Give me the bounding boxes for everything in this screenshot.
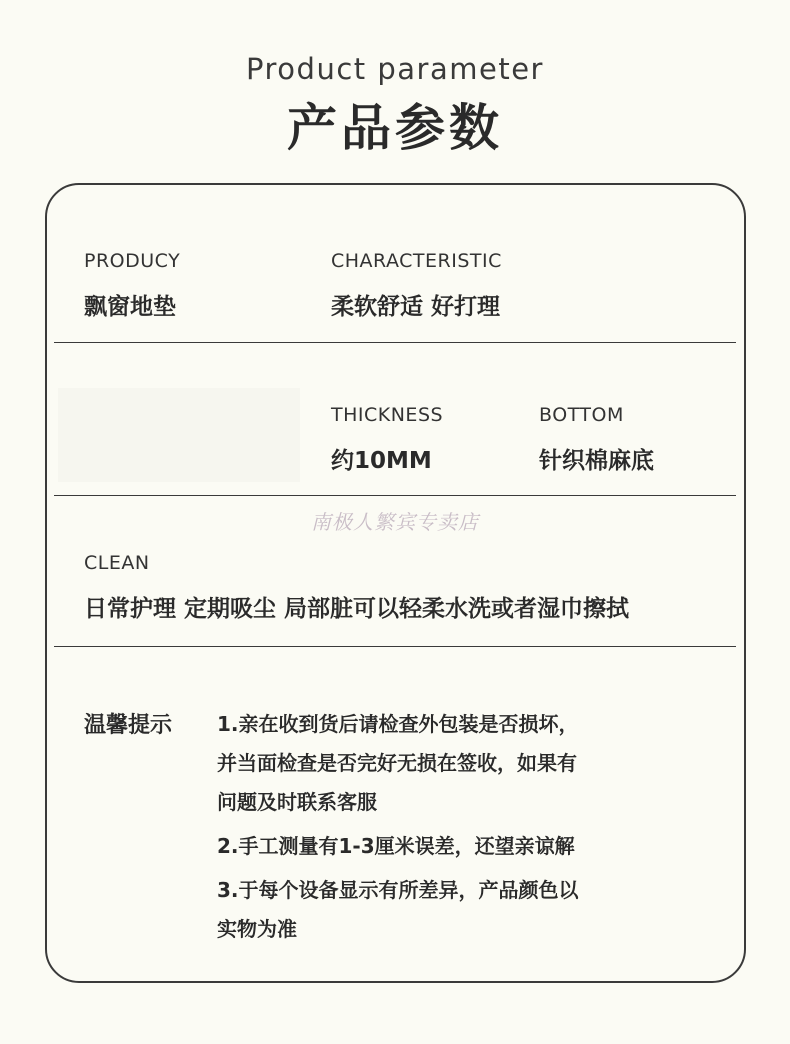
bottom-value: 针织棉麻底: [539, 448, 654, 474]
product-label: PRODUCY: [84, 250, 181, 272]
tip-line: 3.于每个设备显示有所差异，产品颜色以: [217, 878, 579, 902]
product-image-placeholder: [58, 388, 300, 482]
thickness-label: THICKNESS: [331, 404, 444, 426]
page-title: 产品参数: [287, 99, 503, 157]
tip-line: 问题及时联系客服: [217, 790, 377, 814]
divider-2: [54, 495, 736, 496]
product-value: 飘窗地垫: [84, 294, 176, 320]
tip-line: 1.亲在收到货后请检查外包装是否损坏，: [217, 712, 579, 736]
tip-line: 并当面检查是否完好无损在签收，如果有: [217, 751, 577, 775]
clean-value: 日常护理 定期吸尘 局部脏可以轻柔水洗或者湿巾擦拭: [84, 596, 630, 622]
tip-line: 2.手工测量有1-3厘米误差，还望亲谅解: [217, 834, 575, 858]
store-watermark: 南极人繁宾专卖店: [311, 510, 479, 534]
divider-1: [54, 342, 736, 343]
tips-title: 温馨提示: [84, 713, 173, 738]
characteristic-label: CHARACTERISTIC: [331, 250, 502, 272]
header-subtitle: Product parameter: [246, 52, 544, 86]
divider-3: [54, 646, 736, 647]
clean-label: CLEAN: [84, 552, 150, 574]
tip-line: 实物为准: [217, 917, 297, 941]
characteristic-value: 柔软舒适 好打理: [331, 294, 501, 320]
bottom-label: BOTTOM: [539, 404, 624, 426]
thickness-value: 约10MM: [331, 448, 432, 474]
